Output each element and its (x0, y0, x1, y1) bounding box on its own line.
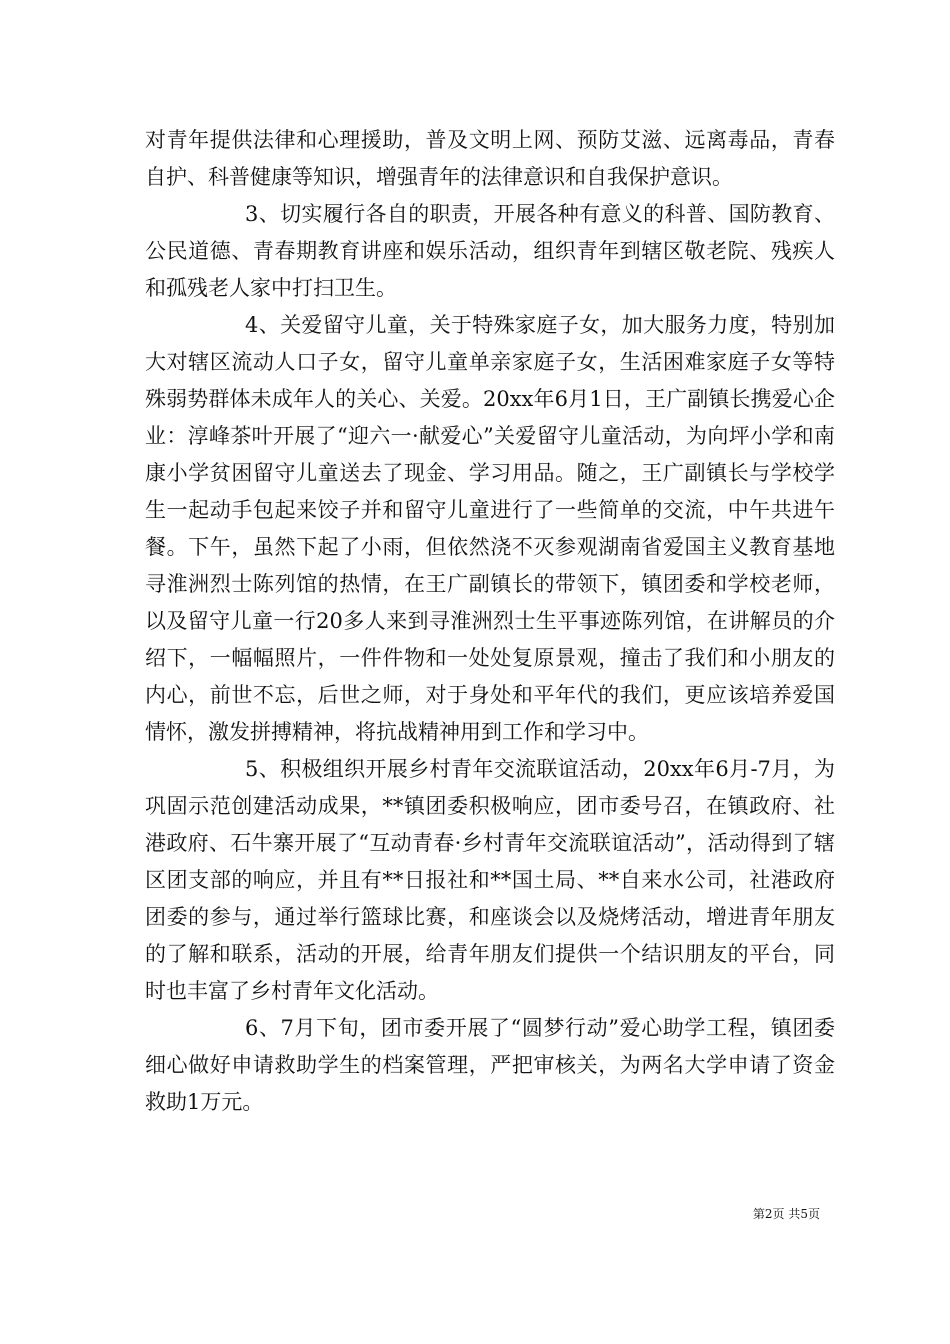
paragraph-item-4: 4、关爱留守儿童，关于特殊家庭子女，加大服务力度，特别加大对辖区流动人口子女，留守儿童单亲家庭子女，生活困难家庭子女等特殊弱势群体未成年人的关心、关爱。20xx年6月1日，王广副镇长携爱心企业：淳峰茶叶开展了“迎六一·献爱心”关爱留守儿童活动，为向坪小学和南康小学贫困留守儿童送去了现金、学习用品。随之，王广副镇长与学校学生一起动手包起来饺子并和留守儿童进行了一些简单的交流，中午共进午餐。下午，虽然下起了小雨，但依然浇不灭参观湖南省爱国主义教育基地寻淮洲烈士陈列馆的热情，在王广副镇长的带领下，镇团委和学校老师，以及留守儿童一行20多人来到寻淮洲烈士生平事迹陈列馆，在讲解员的介绍下，一幅幅照片，一件件物和一处处复原景观，撞击了我们和小朋友的内心，前世不忘，后世之师，对于身处和平年代的我们，更应该培养爱国情怀，激发拼搏精神，将抗战精神用到工作和学习中。 (145, 313, 835, 744)
paragraph-continuation: 对青年提供法律和心理援助，普及文明上网、预防艾滋、远离毒品，青春自护、科普健康等知识，增强青年的法律意识和自我保护意识。 (145, 128, 835, 189)
paragraph-item-5: 5、积极组织开展乡村青年交流联谊活动，20xx年6月-7月，为巩固示范创建活动成果，**镇团委积极响应，团市委号召，在镇政府、社港政府、石牛寨开展了“互动青春·乡村青年交流联谊活动”，活动得到了辖区团支部的响应，并且有**日报社和**国土局、**自来水公司，社港政府团委的参与，通过举行篮球比赛，和座谈会以及烧烤活动，增进青年朋友的了解和联系，活动的开展，给青年朋友们提供一个结识朋友的平台，同时也丰富了乡村青年文化活动。 (145, 757, 835, 1003)
paragraph-item-3: 3、切实履行各自的职责，开展各种有意义的科普、国防教育、公民道德、青春期教育讲座和娱乐活动，组织青年到辖区敬老院、残疾人和孤残老人家中打扫卫生。 (145, 202, 835, 300)
paragraph-item-6: 6、7月下旬，团市委开展了“圆梦行动”爱心助学工程，镇团委细心做好申请救助学生的档案管理，严把审核关，为两名大学申请了资金救助1万元。 (145, 1016, 835, 1114)
page-number-footer: 第2页 共5页 (752, 1207, 820, 1221)
document-body (145, 122, 835, 1121)
